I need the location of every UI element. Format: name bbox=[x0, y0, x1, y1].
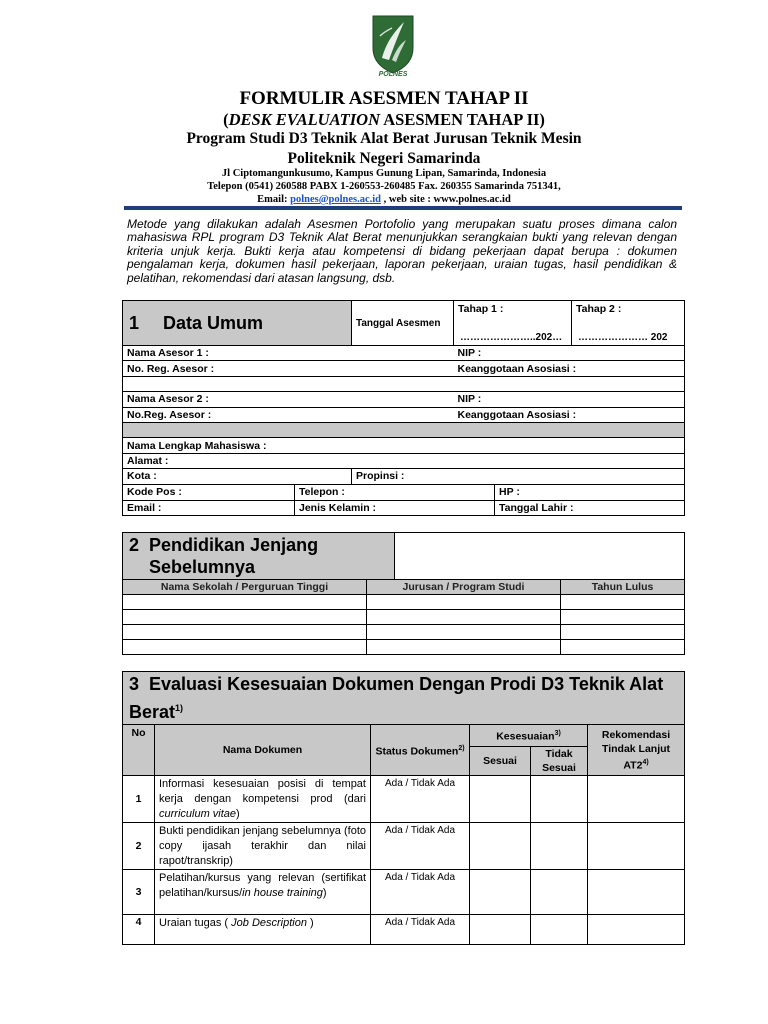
col-kesesuaian: Kesesuaian$^{3)}$ bbox=[470, 725, 588, 747]
email-field[interactable]: Email : bbox=[123, 500, 295, 516]
cell[interactable] bbox=[561, 595, 685, 610]
sesuai-cell[interactable] bbox=[470, 823, 531, 870]
header-divider bbox=[124, 206, 682, 210]
row-number: 1 bbox=[123, 776, 155, 823]
table-row bbox=[123, 625, 685, 640]
section-2-title: 2 Pendidikan Jenjang Sebelumnya bbox=[123, 533, 395, 580]
jenis-kelamin-field[interactable]: Jenis Kelamin : bbox=[295, 500, 495, 516]
tanggal-asesmen-label: Tanggal Asesmen bbox=[352, 301, 454, 346]
table-row bbox=[123, 610, 685, 625]
table-row bbox=[123, 915, 685, 945]
email-link[interactable]: polnes@polnes.ac.id bbox=[290, 194, 382, 205]
cell[interactable] bbox=[561, 625, 685, 640]
nama-mahasiswa-field[interactable]: Nama Lengkap Mahasiswa : bbox=[123, 438, 685, 453]
alamat-field[interactable]: Alamat : bbox=[123, 453, 685, 468]
program-name: Program Studi D3 Teknik Alat Berat Jurusan Teknik Mesin bbox=[186, 130, 582, 147]
col-status-dokumen: Status Dokumen$^{2)}$ bbox=[371, 725, 470, 776]
sesuai-cell[interactable] bbox=[470, 915, 531, 945]
section-2-pendidikan bbox=[122, 532, 685, 655]
status-option[interactable]: Ada / Tidak Ada bbox=[371, 870, 470, 915]
col-sesuai: Sesuai bbox=[470, 747, 531, 776]
hp-field[interactable]: HP : bbox=[495, 485, 685, 501]
section-1-data-umum bbox=[122, 300, 685, 485]
cell[interactable] bbox=[123, 640, 367, 655]
tanggal-lahir-field[interactable]: Tanggal Lahir : bbox=[495, 500, 685, 516]
sesuai-cell[interactable] bbox=[470, 870, 531, 915]
intro-paragraph: Metode yang dilakukan adalah Asesmen Portofolio yang merupakan suatu proses dimana calon mahasiswa RPL program D3 Teknik Alat Berat menunjukkan serangkaian bukti yang relevan dengan kriteria unjuk kerja. Bukti kerja atau kompetensi di bidang pekerjaan dapat berupa : dokumen pengalaman kerja, dokumen hasil pekerjaan, laporan pekerjaan, uraian tugas, hasil pendidikan & pelatihan, rekomendasi dari atasan langsung, dsb. bbox=[127, 217, 677, 285]
institution-name: Politeknik Negeri Samarinda bbox=[287, 150, 481, 167]
nama-asesor-1-field[interactable]: Nama Asesor 1 : bbox=[123, 346, 454, 361]
status-option[interactable]: Ada / Tidak Ada bbox=[371, 776, 470, 823]
nip-2-field[interactable]: NIP : bbox=[454, 392, 685, 407]
sesuai-cell[interactable] bbox=[470, 776, 531, 823]
table-row bbox=[123, 640, 685, 655]
propinsi-field[interactable]: Propinsi : bbox=[352, 469, 685, 484]
tidak-sesuai-cell[interactable] bbox=[531, 823, 588, 870]
tidak-sesuai-cell[interactable] bbox=[531, 870, 588, 915]
form-subtitle: (DESK EVALUATION ASESMEN TAHAP II) bbox=[223, 110, 545, 129]
tidak-sesuai-cell[interactable] bbox=[531, 915, 588, 945]
document-name: Bukti pendidikan jenjang sebelumnya (foto copy ijasah terakhir dan nilai rapot/transkrip) bbox=[155, 823, 371, 870]
col-nama-sekolah: Nama Sekolah / Perguruan Tinggi bbox=[123, 580, 367, 595]
cell[interactable] bbox=[367, 625, 561, 640]
address-line: Jl Ciptomangunkusumo, Kampus Gunung Lipan, Samarinda, Indonesia bbox=[221, 168, 547, 179]
document-name: Uraian tugas ( Job Description ) bbox=[155, 915, 371, 945]
cell[interactable] bbox=[123, 610, 367, 625]
keanggotaan-1-field[interactable]: Keanggotaan Asosiasi : bbox=[454, 361, 685, 376]
col-jurusan: Jurusan / Program Studi bbox=[367, 580, 561, 595]
col-nama-dokumen: Nama Dokumen bbox=[155, 725, 371, 776]
col-rekomendasi: Rekomendasi Tindak Lanjut AT2$^{4)}$ bbox=[588, 725, 685, 776]
contact-line: Email: polnes@polnes.ac.id , web site : www.polnes.ac.id bbox=[257, 194, 511, 205]
section-3-title: 3 Evaluasi Kesesuaian Dokumen Dengan Prodi D3 Teknik Alat Berat$^{1)}$ bbox=[123, 672, 685, 725]
nama-asesor-2-field[interactable]: Nama Asesor 2 : bbox=[123, 392, 454, 407]
cell[interactable] bbox=[561, 640, 685, 655]
row-number: 3 bbox=[123, 870, 155, 915]
cell[interactable] bbox=[123, 595, 367, 610]
separator-row bbox=[123, 422, 685, 437]
phone-line: Telepon (0541) 260588 PABX 1-260553-260485 Fax. 260355 Samarinda 751341, bbox=[207, 181, 561, 192]
table-row bbox=[123, 595, 685, 610]
rekomendasi-cell[interactable] bbox=[588, 823, 685, 870]
tahap-2-field[interactable]: Tahap 2 : ………………… 202 bbox=[572, 301, 685, 346]
no-reg-asesor-2-field[interactable]: No.Reg. Asesor : bbox=[123, 407, 454, 422]
blank-row bbox=[123, 376, 685, 391]
rekomendasi-cell[interactable] bbox=[588, 776, 685, 823]
table-row bbox=[123, 776, 685, 823]
section-1-contact-rows bbox=[122, 484, 685, 516]
nip-1-field[interactable]: NIP : bbox=[454, 346, 685, 361]
cell[interactable] bbox=[367, 610, 561, 625]
telepon-field[interactable]: Telepon : bbox=[295, 485, 495, 501]
section-2-blank bbox=[395, 533, 685, 580]
keanggotaan-2-field[interactable]: Keanggotaan Asosiasi : bbox=[454, 407, 685, 422]
tahap-1-field[interactable]: Tahap 1 : …………………..202… bbox=[454, 301, 572, 346]
cell[interactable] bbox=[561, 610, 685, 625]
document-name: Pelatihan/kursus yang relevan (sertifikat pelatihan/kursus/in house training) bbox=[155, 870, 371, 915]
table-row bbox=[123, 823, 685, 870]
kota-field[interactable]: Kota : bbox=[123, 469, 352, 484]
status-option[interactable]: Ada / Tidak Ada bbox=[371, 915, 470, 945]
status-option[interactable]: Ada / Tidak Ada bbox=[371, 823, 470, 870]
polnes-logo bbox=[356, 14, 430, 86]
col-tidak-sesuai: Tidak Sesuai bbox=[531, 747, 588, 776]
section-1-title: 1 Data Umum bbox=[123, 301, 352, 346]
no-reg-asesor-1-field[interactable]: No. Reg. Asesor : bbox=[123, 361, 454, 376]
form-title: FORMULIR ASESMEN TAHAP II bbox=[239, 88, 529, 109]
section-3-evaluasi bbox=[122, 671, 685, 945]
row-number: 4 bbox=[123, 915, 155, 945]
document-name: Informasi kesesuaian posisi di tempat kerja dengan kompetensi prod (dari curriculum vitae) bbox=[155, 776, 371, 823]
row-number: 2 bbox=[123, 823, 155, 870]
col-tahun-lulus: Tahun Lulus bbox=[561, 580, 685, 595]
table-row bbox=[123, 870, 685, 915]
kode-pos-field[interactable]: Kode Pos : bbox=[123, 485, 295, 501]
rekomendasi-cell[interactable] bbox=[588, 915, 685, 945]
cell[interactable] bbox=[367, 640, 561, 655]
cell[interactable] bbox=[367, 595, 561, 610]
rekomendasi-cell[interactable] bbox=[588, 870, 685, 915]
cell[interactable] bbox=[123, 625, 367, 640]
tidak-sesuai-cell[interactable] bbox=[531, 776, 588, 823]
logo-text: POLNES bbox=[378, 71, 408, 78]
col-no: No bbox=[123, 725, 155, 776]
